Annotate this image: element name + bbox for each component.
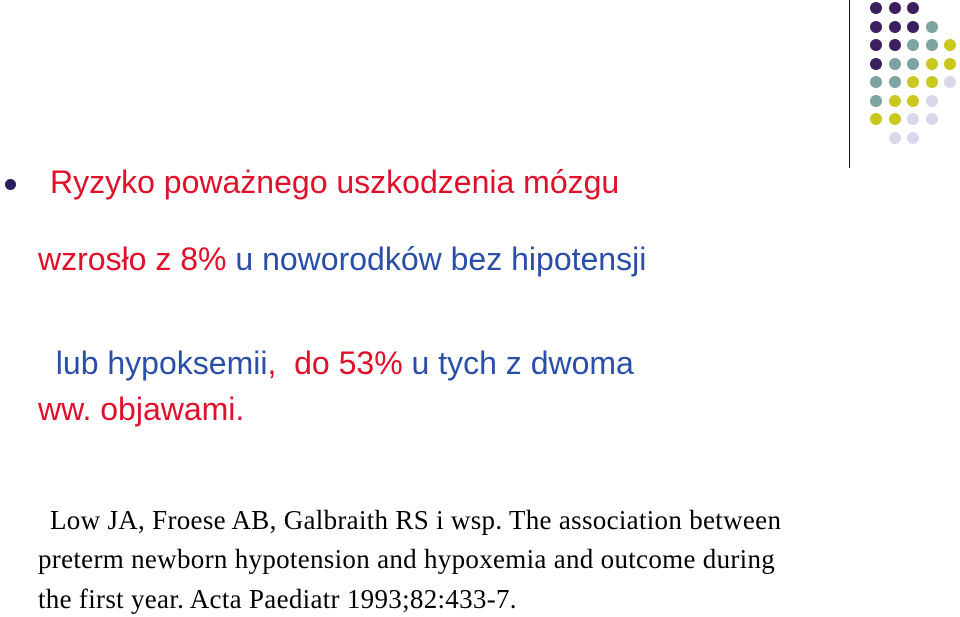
decorative-dot <box>870 95 882 107</box>
reference-line-3: the first year. Acta Paediatr 1993;82:433-7. <box>38 584 517 614</box>
decorative-dot <box>926 95 938 107</box>
decorative-dot <box>926 113 938 125</box>
decorative-dot <box>870 21 882 33</box>
text-segment: ww. objawami. <box>38 391 245 427</box>
decorative-dot <box>907 95 919 107</box>
text-segment: wzrosło z 8% <box>38 241 227 277</box>
decorative-dot <box>944 76 956 88</box>
text-segment: u tych z dwoma <box>402 345 634 381</box>
decorative-dot <box>907 76 919 88</box>
statement-line-3 <box>38 315 634 379</box>
decorative-dot <box>907 58 919 70</box>
statement-line-4 <box>38 393 244 425</box>
text-segment: Ryzyko poważnego uszkodzenia mózgu <box>50 164 620 200</box>
decorative-dot <box>870 39 882 51</box>
statement-line-2 <box>38 243 646 275</box>
decorative-dot <box>870 76 882 88</box>
decorative-dot <box>926 21 938 33</box>
reference-line-1: Low JA, Froese AB, Galbraith RS i wsp. The association between <box>50 505 782 535</box>
bullet-icon <box>5 179 16 190</box>
decorative-dot <box>907 39 919 51</box>
decorative-dot <box>907 21 919 33</box>
reference-line-2: preterm newborn hypotension and hypoxemia and outcome during <box>38 544 776 574</box>
decorative-dot <box>944 58 956 70</box>
decorative-dot <box>870 113 882 125</box>
decorative-dot <box>889 58 901 70</box>
decorative-dot <box>889 95 901 107</box>
text-segment: lub hypoksemii <box>55 345 268 381</box>
decorative-dot <box>907 132 919 144</box>
decorative-dot <box>870 58 882 70</box>
decorative-dot <box>926 58 938 70</box>
statement-line-1 <box>50 166 619 198</box>
decorative-dot <box>907 2 919 14</box>
text-segment: u noworodków bez hipotensji <box>226 241 647 277</box>
decorative-dot-grid <box>868 0 960 150</box>
decorative-dot <box>926 39 938 51</box>
decorative-dot <box>944 39 956 51</box>
decorative-dot <box>889 132 901 144</box>
decorative-dot <box>889 76 901 88</box>
decorative-dot <box>889 39 901 51</box>
decorative-dot <box>907 113 919 125</box>
decorative-dot <box>926 76 938 88</box>
decorative-dot <box>889 113 901 125</box>
decorative-dot <box>889 21 901 33</box>
decorative-dot <box>889 2 901 14</box>
text-segment: , do 53% <box>267 345 403 381</box>
decorative-divider-line <box>849 0 850 168</box>
decorative-dot <box>870 2 882 14</box>
